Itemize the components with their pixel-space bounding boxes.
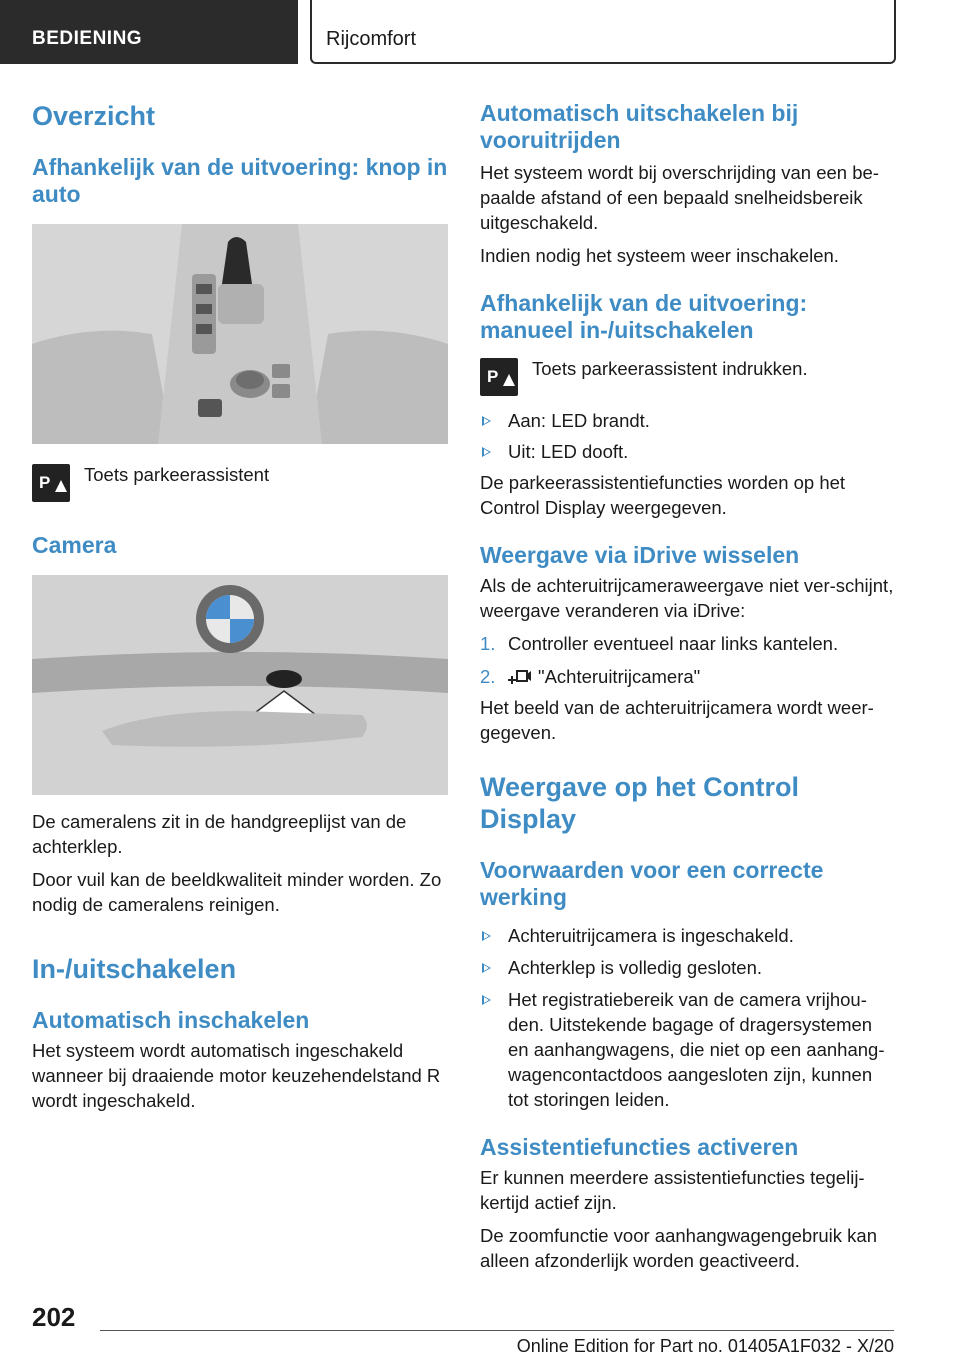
manueel-paragraph: De parkeerassistentiefuncties worden op het Control Display weergegeven.	[480, 472, 846, 518]
heading-in-uitschakelen: In-/uitschakelen	[32, 954, 237, 984]
triangle-bullet-icon	[482, 963, 491, 973]
auto-uit-paragraph-1: Het systeem wordt bij overschrijding van een be-paalde afstand of een bepaald snelheidsbereik uitgeschakeld.	[480, 162, 879, 233]
parking-assistant-icon: P	[480, 358, 518, 396]
left-column	[32, 100, 448, 1113]
center-console-photo	[32, 224, 448, 444]
idrive-paragraph: Als de achteruitrijcameraweergave niet ver-schijnt, weergave veranderen via iDrive:	[480, 575, 894, 621]
toets-parkeerassistent-label: Toets parkeerassistent	[84, 464, 270, 485]
heading-assistentiefuncties: Assistentiefuncties activeren	[480, 1134, 799, 1160]
manueel-icon-text: Toets parkeerassistent indrukken.	[532, 358, 808, 379]
manueel-list	[480, 408, 896, 464]
toets-parkeerassistent-row	[32, 464, 448, 502]
rear-camera-icon	[506, 666, 532, 686]
heading-idrive: Weergave via iDrive wisselen	[480, 542, 800, 568]
heading-voorwaarden: Voorwaarden voor een correcte werking	[480, 857, 824, 910]
list-item: Het registratiebereik van de camera vrijhou-den. Uitstekende bagage of dragersystemen en aanhangwagens, die niet op een aanhang-wagencontactdoos aangesloten zijn, kunnen tot storingen leiden.	[480, 987, 896, 1112]
assist-paragraph-2: De zoomfunctie voor aanhangwagengebruik kan alleen afzonderlijk worden geactiveerd.	[480, 1225, 877, 1271]
heading-overzicht: Overzicht	[32, 101, 156, 131]
list-item: Achteruitrijcamera is ingeschakeld.	[480, 923, 896, 948]
parking-assistant-icon: P	[32, 464, 70, 502]
footer-edition: Online Edition for Part no. 01405A1F032 - X/20	[516, 1336, 894, 1356]
triangle-bullet-icon	[482, 416, 491, 426]
page-number: 202	[32, 1302, 76, 1332]
manueel-icon-row	[480, 358, 896, 396]
heading-automatisch-inschakelen: Automatisch inschakelen	[32, 1007, 310, 1033]
header-section-tab	[0, 0, 298, 64]
heading-camera: Camera	[32, 532, 117, 558]
idrive-paragraph-2: Het beeld van de achteruitrijcamera wordt weer-gegeven.	[480, 697, 874, 743]
heading-manueel: Afhankelijk van de uitvoering: manueel in-/uitschakelen	[480, 290, 808, 343]
header-chapter-tab	[310, 0, 896, 64]
list-item: 1. Controller eventueel naar links kantelen.	[480, 633, 839, 654]
auto-uit-paragraph-2: Indien nodig het systeem weer inschakelen.	[480, 245, 839, 266]
triangle-bullet-icon	[482, 995, 491, 1005]
heading-automatisch-uitschakelen: Automatisch uitschakelen bij vooruitrijden	[480, 100, 799, 153]
right-column	[480, 100, 896, 1273]
heading-knop-in-auto: Afhankelijk van de uitvoering: knop in auto	[32, 154, 448, 207]
list-item: Uit: LED dooft.	[480, 439, 896, 464]
idrive-steps	[480, 631, 896, 689]
footer-divider	[100, 1330, 894, 1331]
rear-camera-illustration	[32, 575, 448, 795]
header-section: BEDIENING	[32, 28, 143, 49]
triangle-bullet-icon	[482, 447, 491, 457]
list-item: 2. "Achteruitrijcamera"	[480, 666, 701, 687]
triangle-bullet-icon	[482, 931, 491, 941]
camera-paragraph-1: De cameralens zit in de handgreeplijst van de achterklep.	[32, 811, 407, 857]
list-item: Aan: LED brandt.	[480, 408, 896, 433]
rear-camera-photo	[32, 575, 448, 795]
center-console-illustration	[32, 224, 448, 444]
assist-paragraph-1: Er kunnen meerdere assistentiefuncties tegelij-kertijd actief zijn.	[480, 1167, 865, 1213]
heading-control-display: Weergave op het Control Display	[480, 772, 800, 834]
voorwaarden-list	[480, 923, 896, 1112]
list-item: Achterklep is volledig gesloten.	[480, 955, 896, 980]
header-chapter: Rijcomfort	[326, 28, 417, 50]
auto-in-paragraph: Het systeem wordt automatisch ingeschakeld wanneer bij draaiende motor keuzehendelstand R wordt ingeschakeld.	[32, 1040, 441, 1111]
camera-paragraph-2: Door vuil kan de beeldkwaliteit minder worden. Zo nodig de cameralens reinigen.	[32, 869, 442, 915]
